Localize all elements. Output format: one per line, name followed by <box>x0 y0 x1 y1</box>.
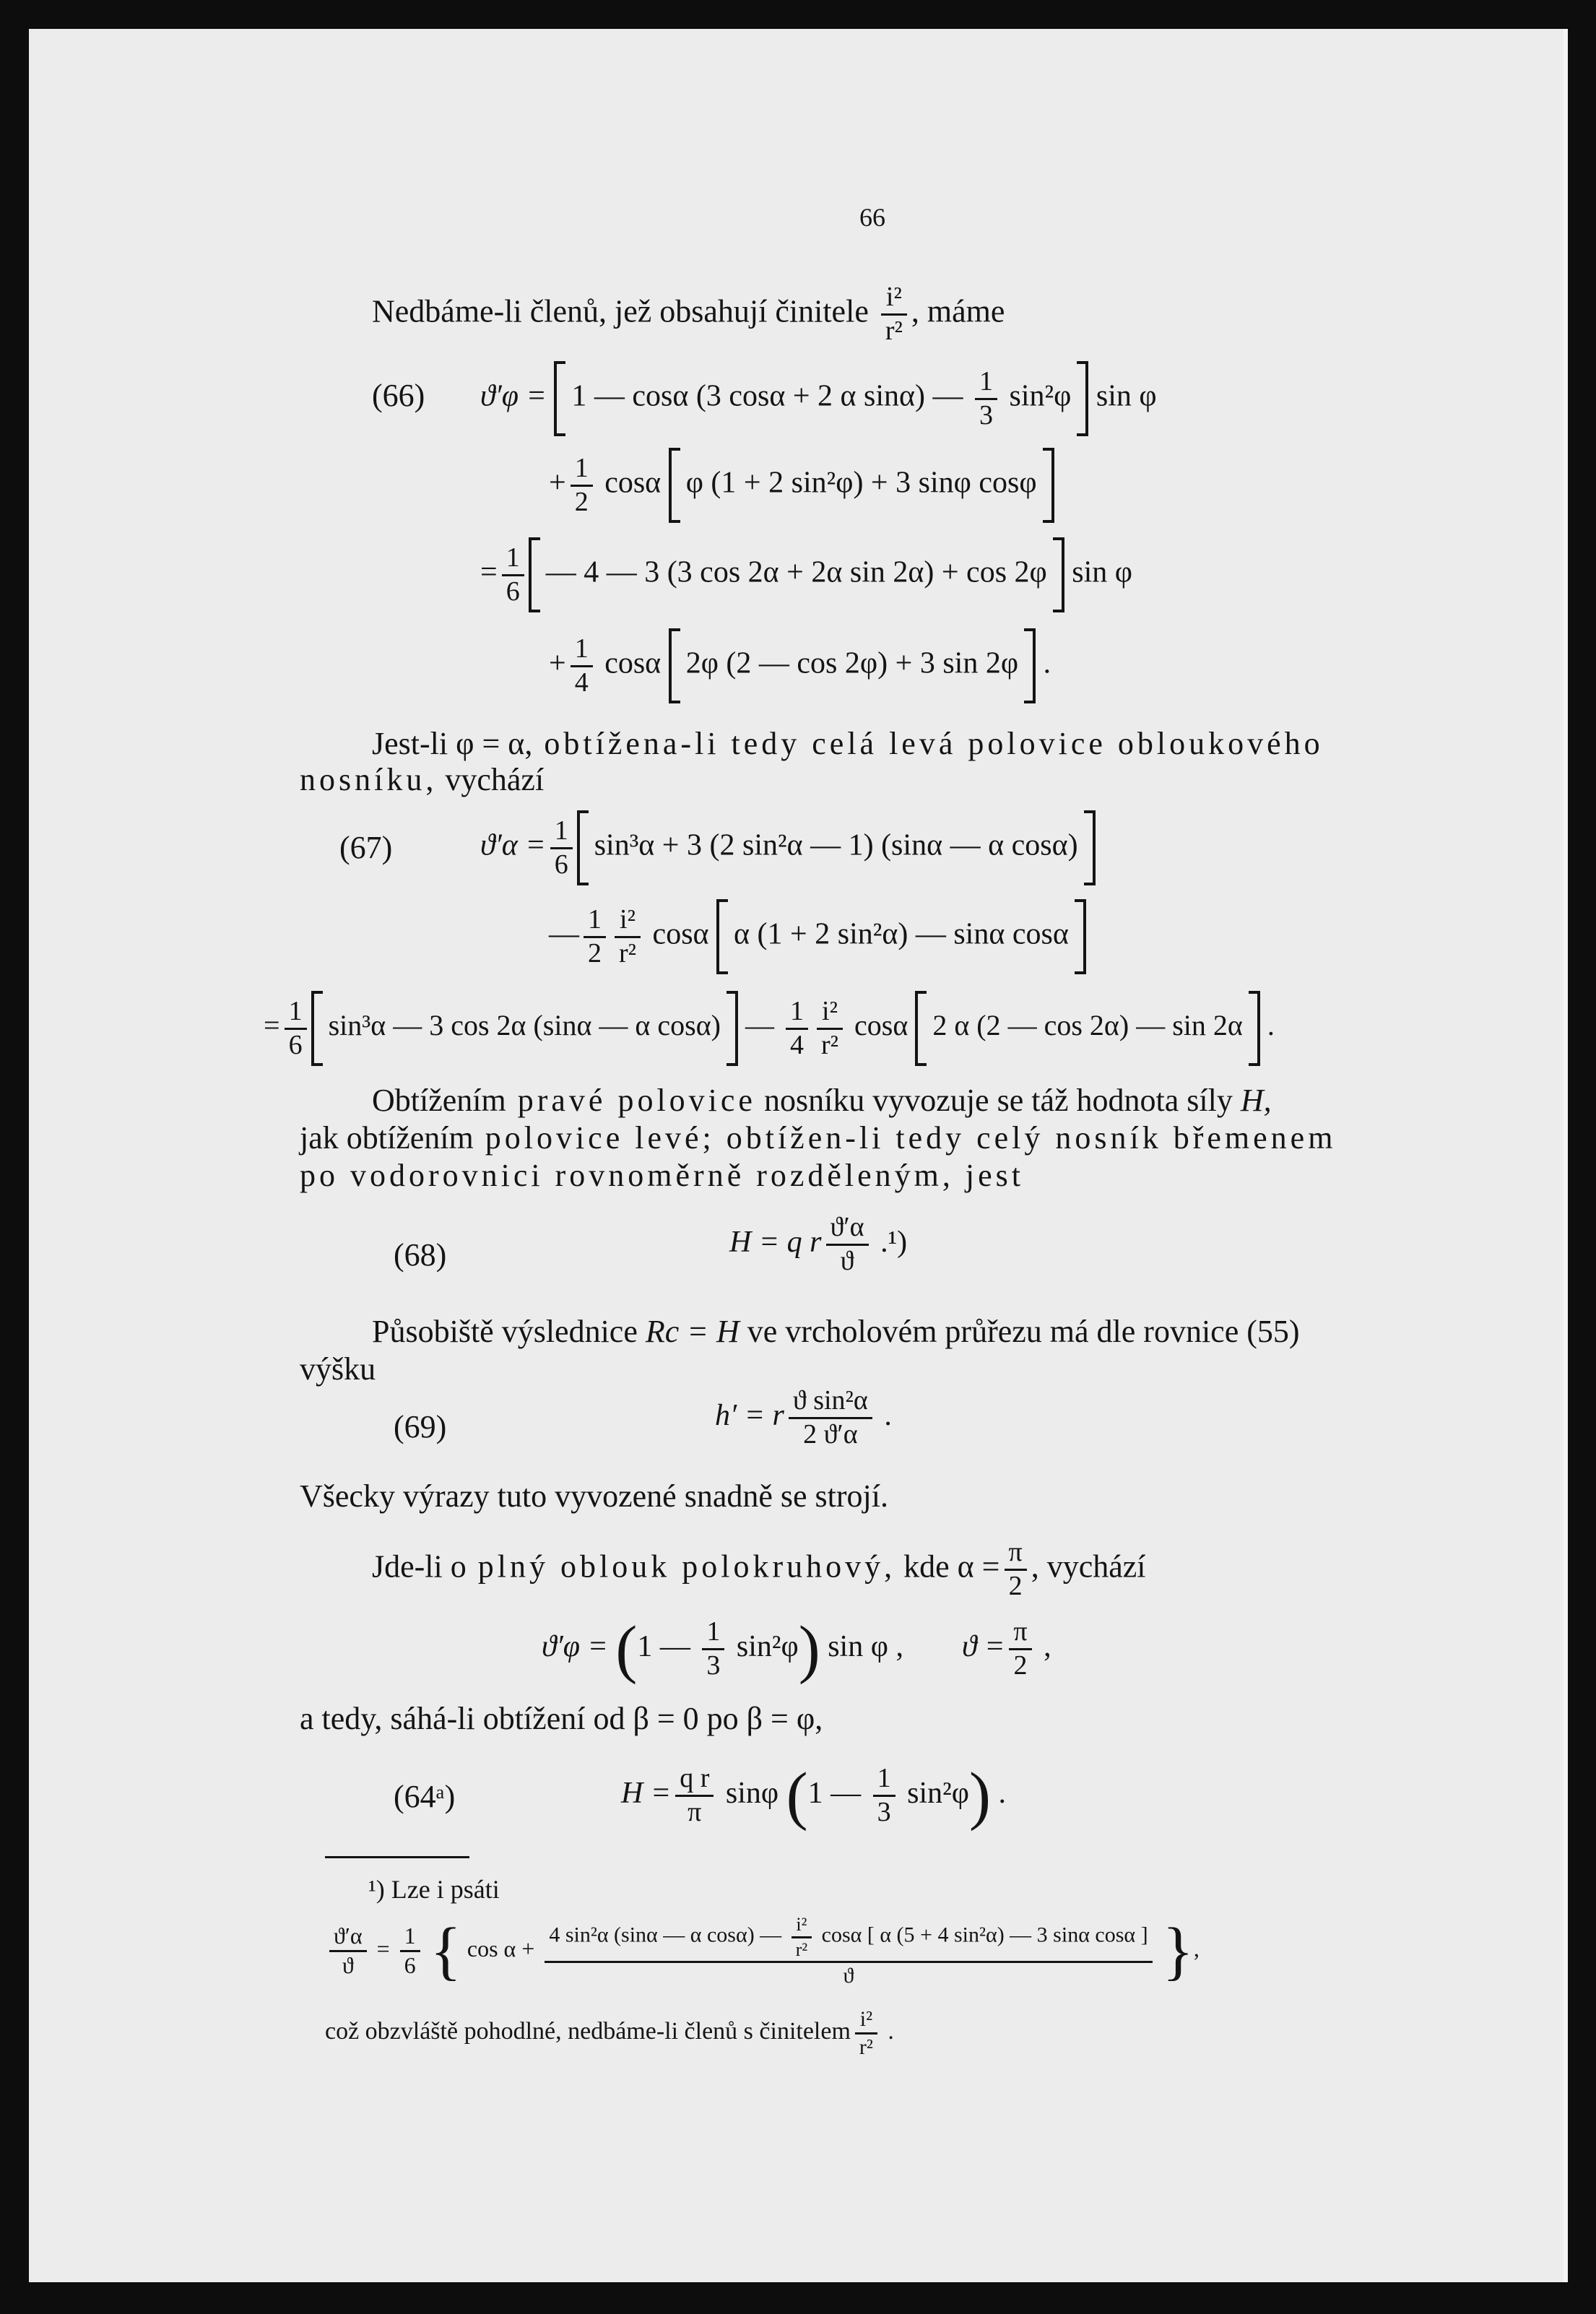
paragraph-4: Všecky výrazy tuto vyvozené snadně se strojí. <box>300 1478 888 1514</box>
paragraph-1-line-2: nosníku, vychází <box>300 762 545 797</box>
equation-theta-phi: ϑ′φ = (1 — $\frac{1}{3}$ sin²φ) sin φ , ϑ = $\frac{\pi}{2}$ , <box>542 1613 1051 1685</box>
intro-line: Nedbáme-li členů, jež obsahují činitele $\frac{\text{i²}}{\text{r²}}$ , máme <box>372 282 1005 346</box>
eq66-line-3: = $\frac{1}{6}$ — 4 — 3 (3 cos 2α + 2α sin 2α) + cos 2φ sin φ <box>480 537 1132 612</box>
paragraph-3-line-2: výšku <box>300 1351 376 1387</box>
equation-number-69: (69) <box>394 1409 447 1444</box>
equation-number-68: (68) <box>394 1237 447 1273</box>
eq66-line-2: + $\frac{1}{2}$ cosα φ (1 + 2 sin²φ) + 3 sinφ cosφ <box>549 448 1054 523</box>
eq67-line-3: = $\frac{1}{6}$ sin³α — 3 cos 2α (sinα — α cosα) — $\frac{1}{4}$ $\frac{\text{i²}}{\text{r²}}$ cosα 2 α (2 — cos 2α) — sin 2α . <box>264 991 1275 1066</box>
equation-number-67: (67) <box>339 830 393 865</box>
paragraph-2-line-2: jak obtížením polovice levé; obtížen-li tedy celý nosník břemenem <box>300 1120 1337 1156</box>
eq67-line-2: — $\frac{1}{2}$ $\frac{\text{i²}}{\text{r²}}$ cosα α (1 + 2 sin²α) — sinα cosα <box>549 899 1086 974</box>
paragraph-1-line-1: Jest-li φ = α, obtížena-li tedy celá levá polovice obloukového <box>372 726 1324 761</box>
eq66-line-4: + $\frac{1}{4}$ cosα 2φ (2 — cos 2φ) + 3 sin 2φ . <box>549 628 1051 703</box>
footnote-marker: ¹) Lze i psáti <box>368 1875 500 1904</box>
intro-fraction: $\frac{\text{i²}}{\text{r²}}$ <box>881 283 907 346</box>
page-number: 66 <box>859 203 885 232</box>
eq68-expression: H = q r $\frac{ϑ'\alpha}{ϑ}$ .¹) <box>729 1212 908 1276</box>
paragraph-5: Jde-li o plný oblouk polokruhový, kde α = $\frac{\pi}{2}$ , vychází <box>372 1537 1146 1601</box>
paragraph-3-line-1: Působiště výslednice Rc = H ve vrcholovém průřezu má dle rovnice (55) <box>372 1314 1300 1349</box>
footnote-last-line: což obzvláště pohodlné, nedbáme-li členů s činitelem $\frac{\text{i²}}{\text{r²}}$ . <box>325 2007 894 2059</box>
eq69-expression: h′ = r $\frac{\text{ϑ sin²α}}{2 ϑ'\alpha}$ . <box>715 1385 892 1450</box>
footnote-rule <box>325 1856 469 1858</box>
equation-number-66: (66) <box>372 378 425 413</box>
paragraph-2-line-3: po vodorovnici rovnoměrně rozděleným, jest <box>300 1158 1025 1193</box>
paragraph-6: a tedy, sáhá-li obtížení od β = 0 po β = φ, <box>300 1701 823 1736</box>
eq66-line-1: ϑ′φ = 1 — cosα (3 cosα + 2 α sinα) — $\frac{1}{3}$ sin²φ sin φ <box>480 361 1157 436</box>
book-page <box>29 29 1568 2282</box>
footnote-equation: $\frac{ϑ'\alpha}{ϑ}$ = $\frac{1}{6}$ { cos α + 4 sin²α (sinα — α cosα) — $\frac{\text{i²}}{\text{r²}}$ cosα [ α (5 + 4 sin²α) — 3 sinα cosα ] ϑ }, <box>325 1914 1200 1988</box>
equation-number-64a: (64ᵃ) <box>394 1779 456 1814</box>
eq64a-expression: H = $\frac{\text{q r}}{\pi}$ sinφ (1 — $\frac{1}{3}$ sin²φ) . <box>621 1760 1006 1832</box>
paragraph-2-line-1: Obtížením pravé polovice nosníku vyvozuje se táž hodnota síly H, <box>372 1083 1272 1118</box>
eq67-line-1: ϑ′α = $\frac{1}{6}$ sin³α + 3 (2 sin²α — 1) (sinα — α cosα) <box>480 810 1096 885</box>
intro-text: Nedbáme-li členů, jež obsahují činitele <box>372 293 869 329</box>
